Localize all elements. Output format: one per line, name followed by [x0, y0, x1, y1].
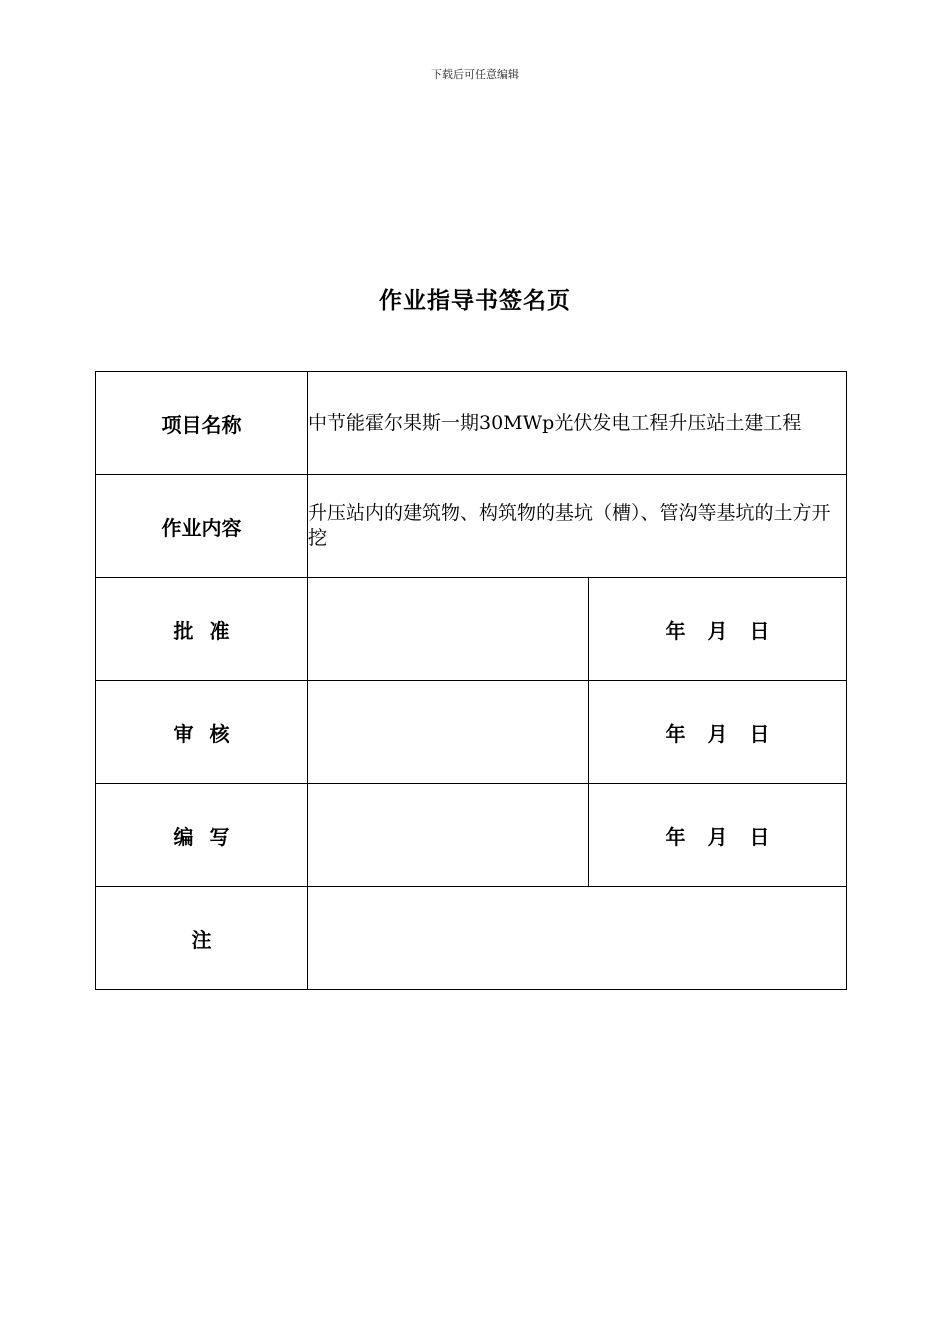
row-note	[96, 887, 847, 990]
note-value[interactable]	[308, 887, 847, 990]
row-author	[96, 784, 847, 887]
header-note: 下载后可任意编辑	[431, 68, 519, 81]
row-project-name	[96, 372, 847, 475]
author-day-label: 日	[749, 824, 770, 849]
signature-table	[95, 371, 847, 990]
project-name-value[interactable]: 中节能霍尔果斯一期30MWp光伏发电工程升压站土建工程	[308, 372, 847, 475]
approve-date-field[interactable]	[589, 578, 847, 681]
approve-year-label: 年	[665, 618, 686, 643]
review-day-label: 日	[749, 721, 770, 746]
review-signature-field[interactable]	[308, 681, 589, 784]
approve-month-label: 月	[707, 618, 728, 643]
work-content-label: 作业内容	[96, 475, 308, 578]
author-date-field[interactable]	[589, 784, 847, 887]
approve-label: 批准	[96, 578, 308, 681]
author-month-label: 月	[707, 824, 728, 849]
author-signature-field[interactable]	[308, 784, 589, 887]
approve-signature-field[interactable]	[308, 578, 589, 681]
work-content-value[interactable]: 升压站内的建筑物、构筑物的基坑（槽）、管沟等基坑的土方开挖	[308, 475, 847, 578]
approve-day-label: 日	[749, 618, 770, 643]
review-month-label: 月	[707, 721, 728, 746]
project-name-label: 项目名称	[96, 372, 308, 475]
author-year-label: 年	[665, 824, 686, 849]
note-label: 注	[96, 887, 308, 990]
page-title: 作业指导书签名页	[379, 288, 571, 314]
review-year-label: 年	[665, 721, 686, 746]
author-label: 编写	[96, 784, 308, 887]
row-work-content	[96, 475, 847, 578]
row-review	[96, 681, 847, 784]
row-approve	[96, 578, 847, 681]
review-date-field[interactable]	[589, 681, 847, 784]
review-label: 审核	[96, 681, 308, 784]
